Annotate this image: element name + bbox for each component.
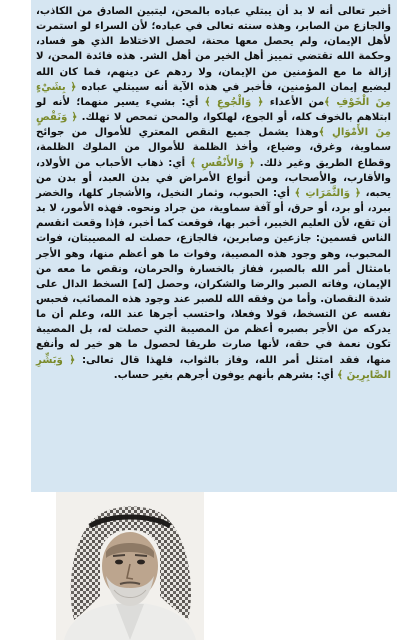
tafsir-text-segment: وهذا يشمل جميع النقص المعتري للأموال من جوائح سماوية، وغرق، وضياع، وأخذ الظلمة للأموال من الملوك الظلمة، وقطاع الطريق وغير ذلك.: [36, 127, 391, 169]
quran-verse-phrase: ﴿ وَالثَّمَرَاتِ ﴾: [294, 187, 361, 199]
tafsir-text-segment: من الأعداء: [263, 96, 325, 108]
scholar-portrait-photo: [56, 492, 204, 640]
quran-verse-phrase: ﴿ وَبَشِّرِ الصَّابِرِينَ ﴾: [36, 354, 391, 381]
quran-verse-phrase: ﴿ بِشَيْءٍ مِنَ الْخَوْفِ ﴾: [36, 81, 391, 108]
tafsir-paragraph: [36, 4, 391, 383]
tafsir-text-segment: أي: بشرهم بأنهم يوفون أجرهم بغير حساب.: [113, 369, 338, 381]
quran-verse-phrase: ﴿ وَالأَنْفُسِ ﴾: [190, 157, 255, 169]
quran-verse-phrase: ﴿ وَالْجُوعِ ﴾: [204, 96, 264, 108]
tafsir-text-segment: أي: ذهاب الأحباب من الأولاد، والأقارب، والأصحاب، ومن أنواع الأمراض في بدن العبد، أو بدن من يحبه،: [36, 157, 391, 199]
tafsir-text-segment: أي: الحبوب، وثمار النخيل، والأشجار كلها، والخضر ببرد، أو برد، أو حرق، أو آفة سماوية، من جراد ونحوه. فهذه الأمور، لا بد أن تقع، لأن العليم الخبير، أخبر بها، فوقعت كما أخبر، فإذا وقعت انقسم الناس قسمين: جازعين وصابرين، فالجازع، حصلت له المصيبتان، فوات المحبوب، وهو وجود هذه المصيبة، وفوات ما هو أعظم منها، وهو الأجر بامتثال أمر الله بالصبر، ففاز بالخسارة والحرمان، ونقص ما معه من الإيمان، وفاته الصبر والرضا والشكران، وحصل [له] السخط الدال على شدة النقصان. وأما من وفقه الله للصبر عند وجود هذه المصائب، فحبس نفسه عن التسخط، قولا وفعلا، واحتسب أجرها عند الله، وعلم أن ما يدركه من الأجر بصبره أعظم من المصيبة التي حصلت له، بل المصيبة تكون نعمة في حقه، لأنها صارت طريقا لحصول ما هو خير له وأنفع منها، فقد امتثل أمر الله، وفاز بالثواب، فلهذا قال تعالى:: [36, 187, 391, 366]
quran-verse-phrase: ﴿ وَنَقْصٍ مِنَ الأَمْوَالِ ﴾: [36, 112, 391, 139]
portrait-icon: [56, 492, 204, 640]
tafsir-text-segment: أي: بشيء يسير منهما؛ لأنه لو ابتلاهم بالخوف كله، أو الجوع، لهلكوا، والمحن تمحص لا تهلك.: [36, 96, 392, 124]
tafsir-text-panel: [31, 0, 397, 492]
tafsir-text-segment: أخبر تعالى أنه لا بد أن يبتلي عباده بالمحن، ليتبين الصادق من الكاذب، والجازع من الصابر، وهذه سنته تعالى في عباده؛ لأن السراء لو استمرت لأهل الإيمان، ولم يحصل معها محنة، لحصل الاختلاط الذي هو فساد، وحكمة الله تقتضي تمييز أهل الخير من أهل الشر. هذه فائدة المحن، لا إزالة ما مع المؤمنين من الإيمان، ولا ردهم عن دينهم، فما كان الله ليضيع إيمان المؤمنين، فأخبر في هذه الآية أنه سيبتلي عباده: [36, 6, 391, 93]
